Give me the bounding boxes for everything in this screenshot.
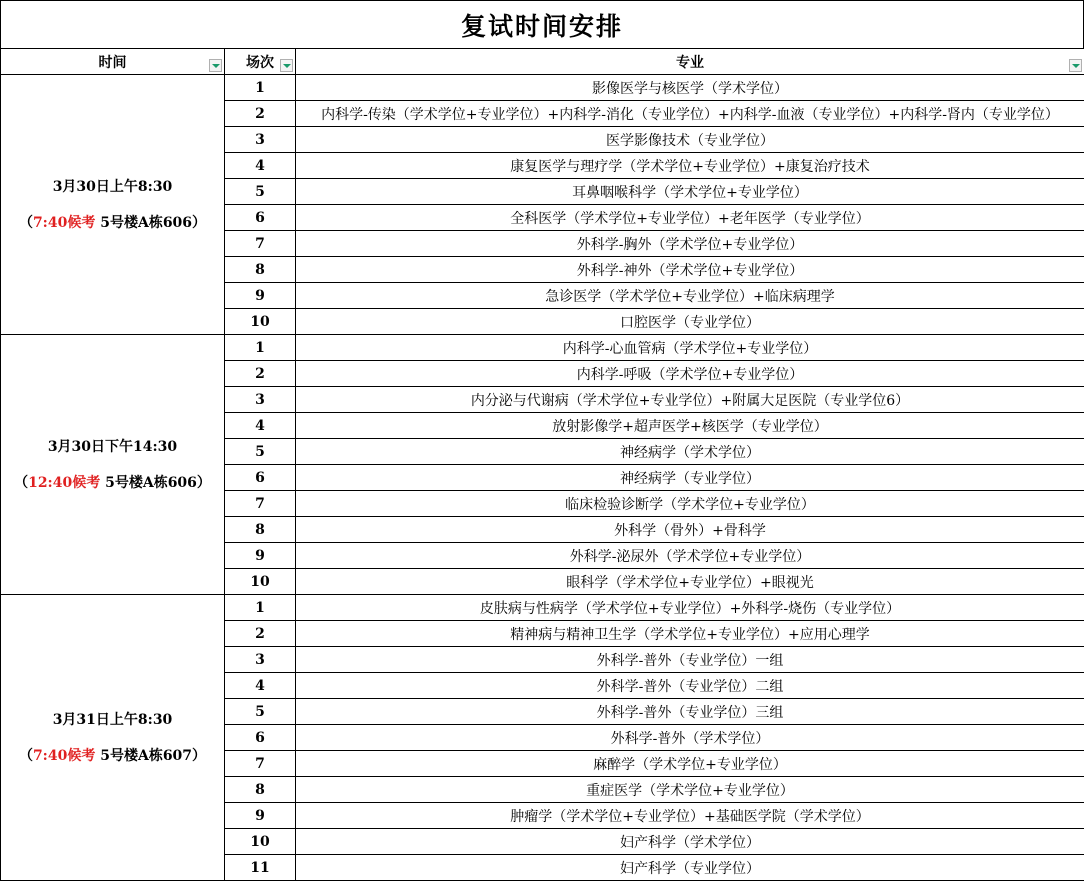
major-cell[interactable]: 医学影像技术（专业学位） xyxy=(296,127,1084,153)
session-number[interactable]: 4 xyxy=(225,673,296,699)
filter-dropdown-icon[interactable] xyxy=(209,59,222,72)
session-number[interactable]: 8 xyxy=(225,777,296,803)
major-cell[interactable]: 康复医学与理疗学（学术学位+专业学位）+康复治疗技术 xyxy=(296,153,1084,179)
major-cell[interactable]: 眼科学（学术学位+专业学位）+眼视光 xyxy=(296,569,1084,595)
session-number[interactable]: 8 xyxy=(225,257,296,283)
session-number[interactable]: 1 xyxy=(225,335,296,361)
waiting-note xyxy=(19,748,206,764)
major-cell[interactable]: 麻醉学（学术学位+专业学位） xyxy=(296,751,1084,777)
session-number[interactable]: 5 xyxy=(225,179,296,205)
session-number[interactable]: 6 xyxy=(225,465,296,491)
session-number[interactable]: 9 xyxy=(225,803,296,829)
major-cell[interactable]: 重症医学（学术学位+专业学位） xyxy=(296,777,1084,803)
major-cell[interactable]: 耳鼻咽喉科学（学术学位+专业学位） xyxy=(296,179,1084,205)
session-number[interactable]: 7 xyxy=(225,751,296,777)
schedule-table xyxy=(0,48,1084,881)
session-number[interactable]: 11 xyxy=(225,855,296,881)
major-cell[interactable]: 外科学（骨外）+骨科学 xyxy=(296,517,1084,543)
session-number[interactable]: 6 xyxy=(225,725,296,751)
note-open-paren: （ xyxy=(18,214,33,231)
session-number[interactable]: 8 xyxy=(225,517,296,543)
session-number[interactable]: 2 xyxy=(225,101,296,127)
note-open-paren: （ xyxy=(18,747,33,764)
major-cell[interactable]: 外科学-普外（专业学位）二组 xyxy=(296,673,1084,699)
filter-dropdown-icon[interactable] xyxy=(1069,59,1082,72)
session-number[interactable]: 4 xyxy=(225,153,296,179)
major-cell[interactable]: 内分泌与代谢病（学术学位+专业学位）+附属大足医院（专业学位6） xyxy=(296,387,1084,413)
major-cell[interactable]: 内科学-心血管病（学术学位+专业学位） xyxy=(296,335,1084,361)
table-row xyxy=(1,335,1084,361)
major-cell[interactable]: 内科学-呼吸（学术学位+专业学位） xyxy=(296,361,1084,387)
header-time-label: 时间 xyxy=(98,54,127,71)
waiting-time: 7:40候考 xyxy=(32,747,96,764)
major-cell[interactable]: 影像医学与核医学（学术学位） xyxy=(296,75,1084,101)
header-time xyxy=(1,49,225,75)
session-number[interactable]: 3 xyxy=(225,387,296,413)
time-cell[interactable] xyxy=(1,595,225,881)
location: 5号楼A栋606） xyxy=(100,474,211,491)
time-cell[interactable] xyxy=(1,335,225,595)
major-cell[interactable]: 放射影像学+超声医学+核医学（专业学位） xyxy=(296,413,1084,439)
major-cell[interactable]: 外科学-普外（专业学位）一组 xyxy=(296,647,1084,673)
major-cell[interactable]: 急诊医学（学术学位+专业学位）+临床病理学 xyxy=(296,283,1084,309)
time-cell[interactable] xyxy=(1,75,225,335)
table-body xyxy=(1,75,1084,881)
session-number[interactable]: 2 xyxy=(225,621,296,647)
session-number[interactable]: 10 xyxy=(225,829,296,855)
major-cell[interactable]: 神经病学（学术学位） xyxy=(296,439,1084,465)
session-time: 3月30日下午14:30 xyxy=(47,438,178,455)
waiting-note xyxy=(14,475,211,491)
session-number[interactable]: 5 xyxy=(225,439,296,465)
major-cell[interactable]: 外科学-泌尿外（学术学位+专业学位） xyxy=(296,543,1084,569)
location: 5号楼A栋607） xyxy=(95,747,207,764)
sheet-title: 复试时间安排 xyxy=(0,0,1084,48)
major-cell[interactable]: 肿瘤学（学术学位+专业学位）+基础医学院（学术学位） xyxy=(296,803,1084,829)
table-row xyxy=(1,595,1084,621)
major-cell[interactable]: 全科医学（学术学位+专业学位）+老年医学（专业学位） xyxy=(296,205,1084,231)
session-number[interactable]: 10 xyxy=(225,569,296,595)
major-cell[interactable]: 精神病与精神卫生学（学术学位+专业学位）+应用心理学 xyxy=(296,621,1084,647)
major-cell[interactable]: 口腔医学（专业学位） xyxy=(296,309,1084,335)
table-row xyxy=(1,75,1084,101)
major-cell[interactable]: 神经病学（专业学位） xyxy=(296,465,1084,491)
session-number[interactable]: 6 xyxy=(225,205,296,231)
major-cell[interactable]: 妇产科学（专业学位） xyxy=(296,855,1084,881)
waiting-note xyxy=(19,215,206,231)
filter-dropdown-icon[interactable] xyxy=(280,59,293,72)
major-cell[interactable]: 妇产科学（学术学位） xyxy=(296,829,1084,855)
major-cell[interactable]: 外科学-普外（专业学位）三组 xyxy=(296,699,1084,725)
session-number[interactable]: 3 xyxy=(225,647,296,673)
session-number[interactable]: 1 xyxy=(225,75,296,101)
session-number[interactable]: 7 xyxy=(225,231,296,257)
session-number[interactable]: 9 xyxy=(225,283,296,309)
major-cell[interactable]: 皮肤病与性病学（学术学位+专业学位）+外科学-烧伤（专业学位） xyxy=(296,595,1084,621)
major-cell[interactable]: 临床检验诊断学（学术学位+专业学位） xyxy=(296,491,1084,517)
waiting-time: 12:40候考 xyxy=(28,474,101,491)
header-major-label: 专业 xyxy=(676,54,704,71)
session-number[interactable]: 1 xyxy=(225,595,296,621)
session-number[interactable]: 4 xyxy=(225,413,296,439)
session-number[interactable]: 9 xyxy=(225,543,296,569)
session-number[interactable]: 2 xyxy=(225,361,296,387)
major-cell[interactable]: 外科学-普外（学术学位） xyxy=(296,725,1084,751)
waiting-time: 7:40候考 xyxy=(32,214,96,231)
location: 5号楼A栋606） xyxy=(95,214,207,231)
session-time: 3月30日上午8:30 xyxy=(52,178,173,195)
major-cell[interactable]: 内科学-传染（学术学位+专业学位）+内科学-消化（专业学位）+内科学-血液（专业学位）+内科学-肾内（专业学位） xyxy=(296,101,1084,127)
session-number[interactable]: 5 xyxy=(225,699,296,725)
session-number[interactable]: 3 xyxy=(225,127,296,153)
major-cell[interactable]: 外科学-神外（学术学位+专业学位） xyxy=(296,257,1084,283)
header-session-label: 场次 xyxy=(246,54,274,71)
header-session xyxy=(225,49,296,75)
header-major xyxy=(296,49,1084,75)
session-time: 3月31日上午8:30 xyxy=(52,711,173,728)
header-row xyxy=(1,49,1084,75)
session-number[interactable]: 7 xyxy=(225,491,296,517)
note-open-paren: （ xyxy=(14,474,29,491)
major-cell[interactable]: 外科学-胸外（学术学位+专业学位） xyxy=(296,231,1084,257)
session-number[interactable]: 10 xyxy=(225,309,296,335)
